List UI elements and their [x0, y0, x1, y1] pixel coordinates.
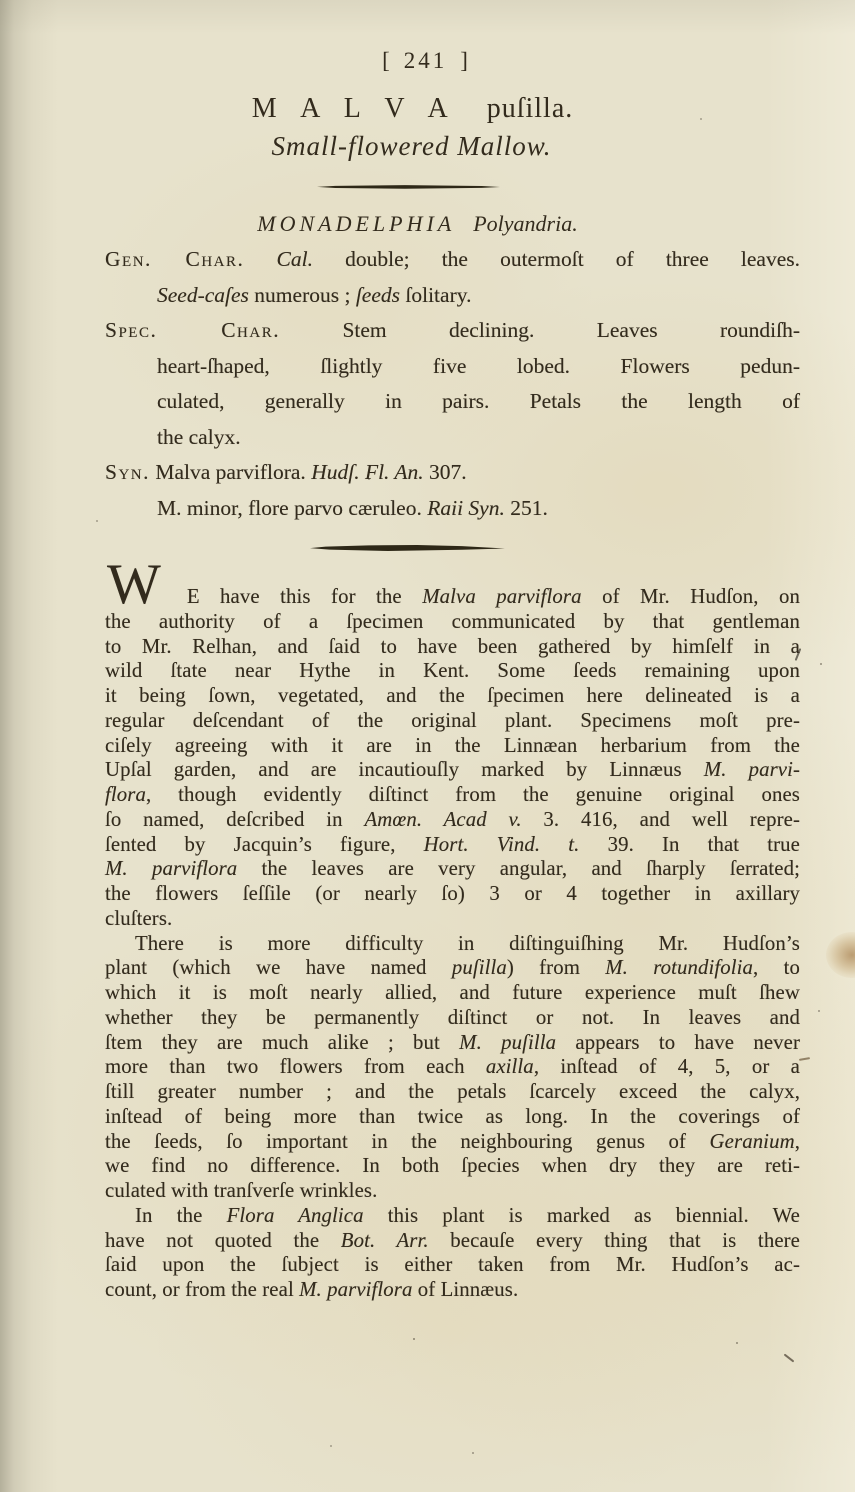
order-name: Polyandria.: [473, 211, 578, 236]
italic-text: M. parviflora: [299, 1278, 413, 1301]
text-line: [105, 808, 800, 833]
text-segment: , to: [753, 956, 800, 980]
text-segment: it being ſown, vegetated, and the ſpecimen here delineated is a: [105, 684, 800, 707]
class-name: MONADELPHIA: [257, 211, 456, 236]
text-segment: regular deſcendant of the original plant. Specimens moſt pre-: [105, 708, 800, 732]
text-line: [105, 1253, 800, 1278]
text-line: [105, 1105, 800, 1130]
text-segment: culated with tranſverſe wrinkles.: [105, 1179, 378, 1202]
text-segment: the ſeeds, ſo important in the neighbouring genus of: [105, 1129, 710, 1153]
text-segment: Malva parviflora.: [150, 460, 312, 484]
text-line: [105, 349, 800, 385]
margin-mark: [784, 1354, 795, 1363]
text-line: [105, 242, 800, 278]
text-segment: ſented by Jacquin’s figure,: [105, 832, 424, 856]
page-number: 241: [403, 48, 448, 73]
small-caps-label: Gen. Char.: [105, 247, 245, 271]
italic-text: ſeeds: [355, 282, 401, 307]
text-segment: ſolitary.: [400, 282, 472, 307]
margin-mark: [799, 1057, 810, 1061]
text-line: [105, 1179, 800, 1204]
text-segment: double; the outermoſt of three leaves.: [312, 247, 800, 271]
italic-text: M. rotundifolia: [605, 956, 754, 980]
text-line: [105, 783, 800, 808]
text-segment: E have this for the: [186, 585, 423, 608]
italic-text: Raii Syn.: [427, 495, 505, 520]
italic-text: Hudſ. Fl. An.: [311, 460, 424, 484]
text-segment: of Mr. Hudſon, on: [581, 585, 800, 608]
text-segment: ſo named, deſcribed in: [105, 807, 365, 831]
text-line: [105, 1080, 800, 1105]
italic-text: M. parviflora: [105, 857, 238, 881]
text-segment: which it is moſt nearly allied, and future experience muſt ſhew: [105, 981, 800, 1004]
text-segment: , though evidently diſtinct from the genuine original ones: [145, 783, 800, 806]
common-name: Small-flowered Mallow.: [271, 131, 552, 161]
text-line: [105, 1006, 800, 1031]
text-segment: we find no difference. In both ſpecies when dry they are reti-: [105, 1154, 800, 1178]
divider-rule-top: [317, 185, 500, 189]
text-line: [105, 833, 800, 858]
italic-text: Hort. Vind. t.: [423, 832, 580, 856]
text-segment: 251.: [504, 495, 548, 520]
italic-text: M. puſilla: [459, 1030, 557, 1054]
text-segment: the calyx.: [157, 424, 241, 449]
text-line: [105, 857, 800, 882]
text-line: [105, 278, 800, 314]
text-segment: In the: [135, 1203, 227, 1227]
italic-text: axilla: [485, 1055, 534, 1079]
italic-text: Malva parviflora: [422, 585, 582, 608]
text-line: [105, 758, 800, 783]
text-line: [105, 491, 800, 527]
text-segment: appears to have never: [556, 1030, 801, 1054]
text-segment: 39. In that true: [579, 832, 800, 856]
text-line: [105, 635, 800, 660]
text-segment: ſaid upon the ſubject is either taken from Mr. Hudſon’s ac-: [105, 1253, 800, 1277]
foxing-stain-spot: [826, 932, 855, 978]
text-segment: , inſtead of 4, 5, or a: [533, 1055, 800, 1079]
text-line: [105, 684, 800, 709]
text-segment: becauſe every thing that is there: [428, 1228, 800, 1252]
text-segment: of Linnæus.: [412, 1278, 519, 1301]
drop-cap: W: [107, 553, 161, 616]
italic-text: Amœn. Acad v.: [364, 807, 522, 831]
text-segment: inſtead of being more than twice as long. In the coverings of: [105, 1104, 800, 1128]
italic-text: Cal.: [276, 247, 313, 271]
left-bracket: [: [382, 48, 391, 73]
text-line: [105, 1031, 800, 1056]
text-segment: cluſters.: [105, 906, 173, 930]
text-line: [105, 734, 800, 759]
text-line: [105, 313, 800, 349]
text-line: [105, 1130, 800, 1155]
text-line: [105, 420, 800, 456]
text-segment: Stem declining. Leaves roundiſh-: [280, 318, 800, 342]
genus-name: M A L V A: [251, 93, 457, 124]
small-caps-label: Syn.: [105, 460, 150, 484]
text-segment: 307.: [423, 460, 467, 484]
right-bracket: ]: [460, 48, 469, 73]
text-segment: Upſal garden, and are incautiouſly marked by Linnæus: [105, 758, 704, 782]
text-segment: [244, 247, 276, 271]
text-line: [105, 709, 800, 734]
text-line: [105, 1278, 800, 1303]
italic-text: M. parvi-: [703, 758, 801, 782]
text-segment: count, or from the real: [105, 1278, 300, 1301]
classification-line: [70, 211, 765, 237]
italic-text: Flora Anglica: [226, 1203, 364, 1227]
text-segment: heart-ſhaped, ſlightly five lobed. Flowers pedun-: [157, 353, 800, 378]
text-line: [105, 659, 800, 684]
title-line: [65, 93, 760, 125]
text-segment: ſtill greater number ; and the petals ſcarcely exceed the calyx,: [105, 1080, 800, 1103]
text-line: [105, 610, 800, 635]
text-line: [105, 907, 800, 932]
text-segment: numerous ;: [248, 282, 356, 307]
text-segment: ciſely agreeing with it are in the Linnæan herbarium from the: [105, 733, 800, 757]
text-line: [105, 932, 800, 957]
small-caps-label: Spec. Char.: [105, 318, 281, 342]
text-segment: the authority of a ſpecimen communicated by that gentleman: [105, 609, 800, 633]
text-segment: more than two flowers from each: [105, 1055, 486, 1079]
text-line: [105, 882, 800, 907]
text-line: [105, 956, 800, 981]
text-line: [105, 384, 800, 420]
text-line: [105, 1154, 800, 1179]
text-segment: wild ſtate near Hythe in Kent. Some ſeeds remaining upon: [105, 659, 800, 683]
text-segment: plant (which we have named: [105, 956, 452, 980]
paper-specks: [413, 1338, 415, 1340]
text-segment: to Mr. Relhan, and ſaid to have been gathered by himſelf in a: [105, 634, 800, 658]
italic-text: flora: [105, 783, 146, 806]
italic-text: Bot. Arr.: [340, 1228, 429, 1252]
text-line: [105, 1229, 800, 1254]
text-line: [105, 1055, 800, 1080]
text-segment: ) from: [506, 956, 606, 980]
text-segment: the flowers ſeſſile (or nearly ſo) 3 or 4 together in axillary: [105, 882, 800, 905]
text-segment: culated, generally in pairs. Petals the length of: [157, 389, 800, 413]
text-line: [105, 553, 800, 616]
page-number-line: [78, 48, 773, 74]
text-line: [105, 455, 800, 491]
text-segment: ſtem they are much alike ; but: [105, 1030, 460, 1054]
italic-text: Seed-caſes: [157, 282, 249, 307]
text-line: [105, 1204, 800, 1229]
characters-block: [105, 242, 800, 526]
text-line: [105, 981, 800, 1006]
species-epithet: puſilla.: [486, 93, 574, 124]
text-segment: the leaves are very angular, and ſharply ſerrated;: [237, 857, 800, 881]
italic-text: Geranium: [709, 1129, 795, 1153]
text-segment: ,: [794, 1129, 800, 1153]
text-segment: have not quoted the: [105, 1228, 341, 1252]
text-segment: whether they be permanently diſtinct or not. In leaves and: [105, 1005, 800, 1029]
body-text: [105, 553, 801, 1303]
italic-text: puſilla: [451, 956, 507, 980]
text-segment: 3. 416, and well repre-: [521, 807, 801, 831]
text-segment: this plant is marked as biennial. We: [363, 1203, 801, 1227]
text-segment: There is more difficulty in diſtinguiſhing Mr. Hudſon’s: [135, 931, 800, 955]
text-segment: M. minor, flore parvo cæruleo.: [157, 495, 428, 520]
divider-rule-middle: [310, 545, 505, 551]
